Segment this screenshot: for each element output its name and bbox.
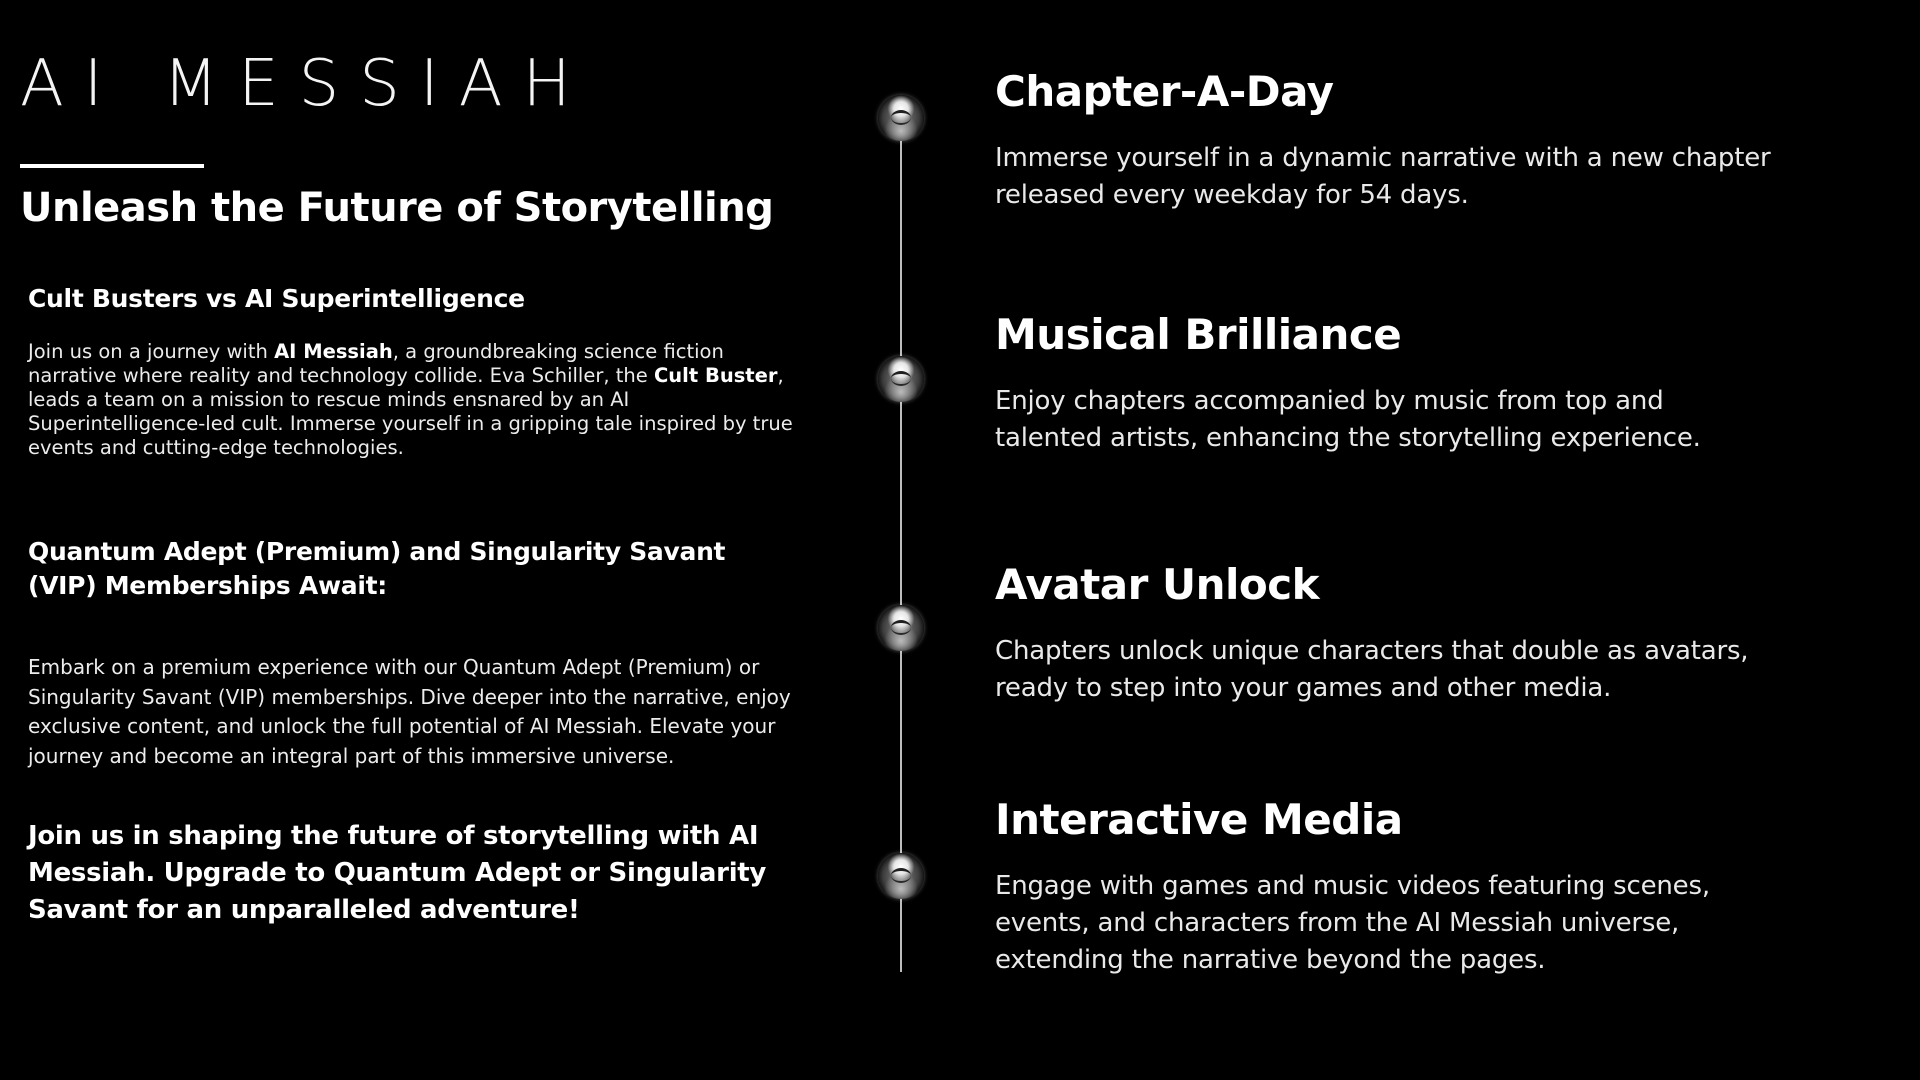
chrome-orb-icon xyxy=(878,853,924,899)
page-subtitle: Unleash the Future of Storytelling xyxy=(20,185,774,231)
chrome-orb-icon xyxy=(878,356,924,402)
intro-section xyxy=(28,282,798,460)
intro-bold-ai-messiah: AI Messiah xyxy=(274,340,393,363)
feature-title: Avatar Unlock xyxy=(995,560,1320,609)
title-underline xyxy=(20,164,204,168)
feature-description: Chapters unlock unique characters that double as avatars, ready to step into your games and other media. xyxy=(995,636,1749,703)
feature-title: Chapter-A-Day xyxy=(995,67,1334,116)
cta-section xyxy=(28,818,798,929)
membership-text: Embark on a premium experience with our Quantum Adept (Premium) or Singularity Savant (VIP) memberships. Dive deeper into the narrative, enjoy exclusive content, and unlock the full potential of AI Messiah. Elevate your journey and become an integral part of this immersive universe. xyxy=(28,655,791,768)
feature-title: Interactive Media xyxy=(995,795,1403,844)
chrome-orb-icon xyxy=(878,605,924,651)
intro-heading: Cult Busters vs AI Superintelligence xyxy=(28,284,525,313)
feature-title: Musical Brilliance xyxy=(995,310,1402,359)
feature-description: Enjoy chapters accompanied by music from top and talented artists, enhancing the storytelling experience. xyxy=(995,386,1701,453)
cta-text: Join us in shaping the future of storytelling with AI Messiah. Upgrade to Quantum Adept or Singularity Savant for an unparalleled adventure! xyxy=(28,821,767,925)
feature-description: Immerse yourself in a dynamic narrative with a new chapter released every weekday for 54 days. xyxy=(995,143,1771,210)
timeline-line xyxy=(900,118,902,972)
membership-section xyxy=(28,535,798,771)
feature-interactive-media xyxy=(995,794,1775,979)
page-title: AI MESSIAH xyxy=(20,47,591,121)
intro-bold-cult-buster: Cult Buster xyxy=(653,364,778,387)
feature-avatar-unlock xyxy=(995,559,1775,707)
feature-description: Engage with games and music videos featuring scenes, events, and characters from the AI Messiah universe, extending the narrative beyond the pages. xyxy=(995,871,1710,975)
chrome-orb-icon xyxy=(878,95,924,141)
membership-heading: Quantum Adept (Premium) and Singularity Savant (VIP) Memberships Await: xyxy=(28,537,726,600)
feature-musical-brilliance xyxy=(995,309,1775,457)
intro-text: Join us on a journey with AI Messiah, a groundbreaking science fiction narrative where reality and technology collide. Eva Schiller, the Cult Buster, leads a team on a mission to rescue minds ensnared by an AI Superintelligence-led cult. Immerse yourself in a gripping tale inspired by true events and cutting-edge technologies. xyxy=(28,340,793,459)
feature-chapter-a-day xyxy=(995,66,1775,214)
